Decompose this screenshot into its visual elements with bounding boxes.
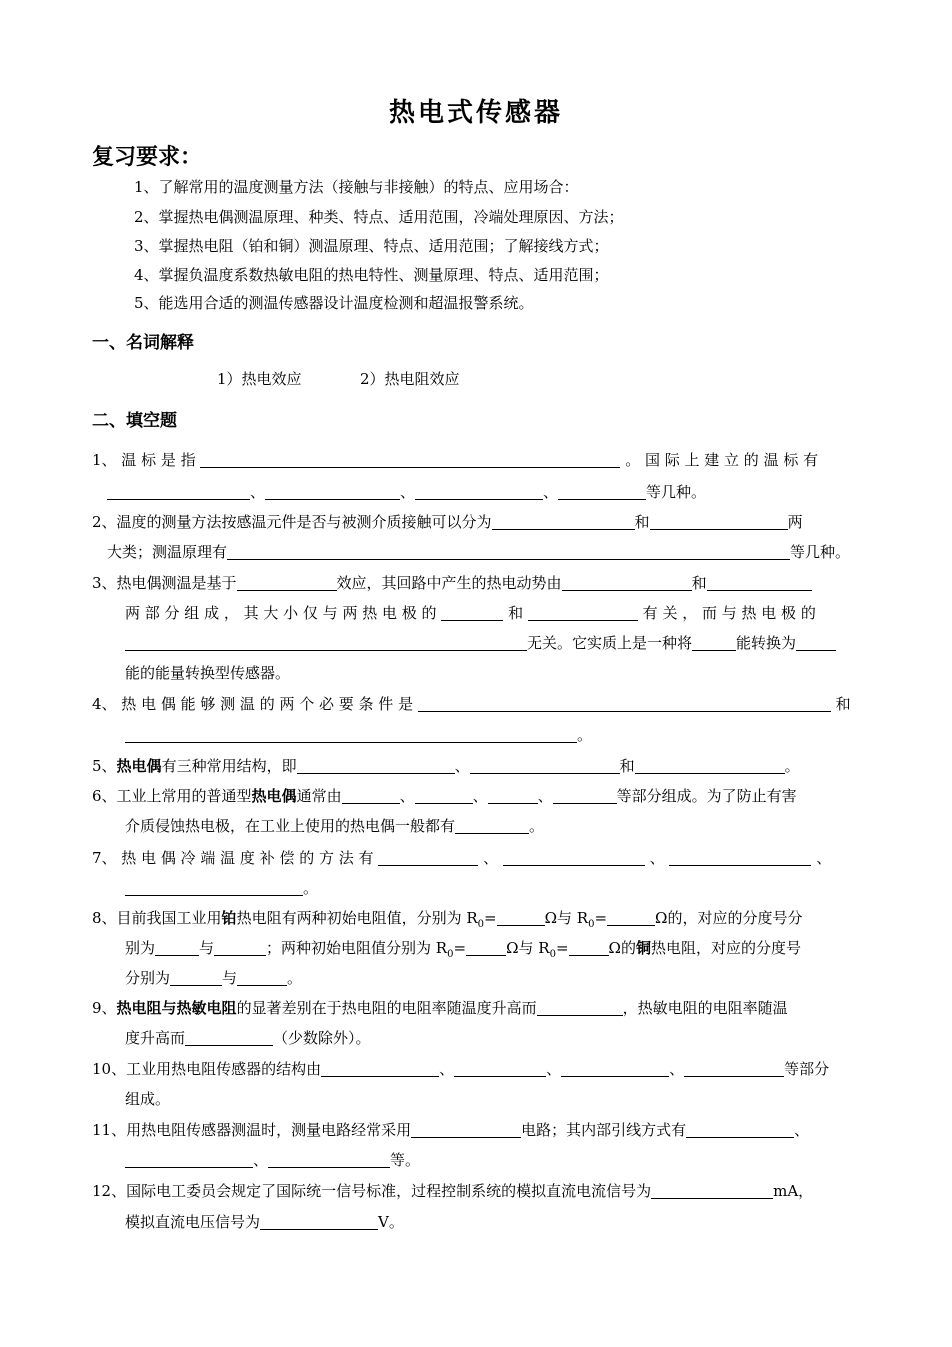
blank[interactable] (418, 695, 831, 712)
blank[interactable] (669, 849, 811, 866)
question-8-line-2: 别为 与 ；两种初始电阻值分别为 $R_0= \Omega$与 $R_0= \Omega$的铜热电阻，对应的分度号 (125, 939, 801, 960)
question-6-line-2: 介质侵蚀热电极，在工业上使用的热电偶一般都有 。 (125, 817, 545, 835)
requirement-item: 4、掌握负温度系数热敏电阻的热电特性、测量原理、特点、适用范围； (134, 266, 609, 284)
blank[interactable] (227, 543, 790, 560)
blank[interactable] (707, 574, 812, 591)
blank[interactable] (342, 787, 400, 804)
question-9-line-1: 9、热电阻与热敏电阻的显著差别在于热电阻的电阻率随温度升高而 ，热敏电阻的电阻率随温 (92, 999, 788, 1017)
blank[interactable] (125, 634, 527, 651)
requirement-item: 3、掌握热电阻（铂和铜）测温原理、特点、适用范围；了解接线方式； (134, 237, 609, 255)
blank[interactable] (558, 483, 646, 500)
question-11-line-2: 、 等。 (125, 1150, 420, 1170)
blank[interactable] (107, 483, 250, 500)
blank[interactable] (686, 1121, 794, 1138)
blank[interactable] (454, 1060, 546, 1077)
blank[interactable] (455, 817, 529, 834)
question-2-line-2: 大类；测温原理有 等几种。 (107, 543, 851, 561)
blank[interactable] (607, 909, 655, 926)
requirement-item: 1、了解常用的温度测量方法（接触与非接触）的特点、应用场合： (134, 178, 579, 196)
blank[interactable] (415, 787, 473, 804)
question-10-line-2: 组成。 (125, 1090, 171, 1108)
question-9-line-2: 度升高而 （少数除外）。 (125, 1029, 371, 1047)
blank[interactable] (411, 1121, 521, 1138)
blank[interactable] (214, 939, 266, 956)
question-2-line-1: 2、温度的测量方法按感温元件是否与被测介质接触可以分为 和 两 (92, 513, 803, 531)
blank[interactable] (692, 634, 736, 651)
blank[interactable] (237, 969, 287, 986)
question-4-line-2: 。 (125, 725, 592, 745)
question-1-line-2: 、 、 、 等几种。 (107, 482, 706, 502)
question-8-line-1: 8、目前我国工业用铂热电阻有两种初始电阻值，分别为 $R_0= \Omega$与 $R_0= \Omega$的，对应的分度号分 (92, 909, 803, 930)
blank[interactable] (503, 849, 645, 866)
blank[interactable] (497, 909, 545, 926)
question-12-line-2: 模拟直流电压信号为 V。 (125, 1213, 404, 1231)
requirements-heading: 复习要求： (92, 144, 203, 170)
question-7-line-2: 。 (125, 878, 318, 898)
blank[interactable] (796, 634, 836, 651)
blank[interactable] (466, 939, 506, 956)
blank[interactable] (492, 513, 635, 530)
question-3-line-4: 能的能量转换型传感器。 (125, 664, 291, 682)
blank[interactable] (260, 1213, 378, 1230)
blank[interactable] (237, 574, 337, 591)
blank[interactable] (378, 849, 478, 866)
question-3-line-3: 无关。它实质上是一种将 能转换为 (125, 633, 836, 653)
blank[interactable] (470, 757, 620, 774)
blank[interactable] (125, 726, 577, 743)
blank[interactable] (651, 1182, 773, 1199)
question-10-line-1: 10、工业用热电阻传感器的结构由 、 、 、 等部分 (92, 1060, 830, 1078)
blank[interactable] (268, 1151, 390, 1168)
question-11-line-1: 11、用热电阻传感器测温时，测量电路经常采用 电路；其内部引线方式有 、 (92, 1121, 810, 1139)
blank[interactable] (321, 1060, 439, 1077)
section1-heading: 一、名词解释 (92, 333, 194, 353)
question-12-line-1: 12、国际电工委员会规定了国际统一信号标准，过程控制系统的模拟直流电流信号为 mA， (92, 1182, 814, 1200)
blank[interactable] (569, 939, 609, 956)
question-6-line-1: 6、工业上常用的普通型热电偶通常由 、 、 、 等部分组成。为了防止有害 (92, 787, 797, 805)
question-5: 5、热电偶有三种常用结构，即 、 和 。 (92, 757, 800, 775)
question-1-line-1: 1、 温 标 是 指 。 国 际 上 建 立 的 温 标 有 (92, 451, 819, 469)
blank[interactable] (415, 483, 543, 500)
blank[interactable] (561, 1060, 669, 1077)
blank[interactable] (170, 969, 222, 986)
question-8-line-3: 分别为 与 。 (125, 969, 303, 987)
blank[interactable] (297, 757, 455, 774)
blank[interactable] (537, 999, 623, 1016)
question-3-line-1: 3、热电偶测温是基于 效应，其回路中产生的热电动势由 和 (92, 573, 812, 593)
question-4-line-1: 4、 热 电 偶 能 够 测 温 的 两 个 必 要 条 件 是 和 (92, 695, 851, 713)
term-2: 2）热电阻效应 (360, 370, 460, 388)
section2-heading: 二、填空题 (92, 411, 177, 431)
blank[interactable] (185, 1029, 273, 1046)
question-7-line-1: 7、 热 电 偶 冷 端 温 度 补 偿 的 方 法 有 、 、 、 (92, 849, 832, 867)
blank[interactable] (200, 451, 620, 468)
blank[interactable] (635, 757, 785, 774)
blank[interactable] (441, 604, 503, 621)
blank[interactable] (553, 787, 617, 804)
blank[interactable] (125, 1151, 253, 1168)
blank[interactable] (125, 879, 303, 896)
blank[interactable] (155, 939, 199, 956)
blank[interactable] (650, 513, 788, 530)
blank[interactable] (265, 483, 400, 500)
requirement-item: 2、掌握热电偶测温原理、种类、特点、适用范围，冷端处理原因、方法； (134, 208, 624, 226)
document-title: 热电式传感器 (388, 98, 563, 128)
question-3-line-2: 两 部 分 组 成 ， 其 大 小 仅 与 两 热 电 极 的 和 有 关 ， 而 与 热 电 极 的 (125, 604, 816, 622)
term-1: 1）热电效应 (217, 370, 302, 388)
blank[interactable] (684, 1060, 784, 1077)
blank[interactable] (528, 604, 638, 621)
requirement-item: 5、能选用合适的测温传感器设计温度检测和超温报警系统。 (134, 294, 534, 312)
blank[interactable] (488, 787, 538, 804)
blank[interactable] (562, 574, 692, 591)
